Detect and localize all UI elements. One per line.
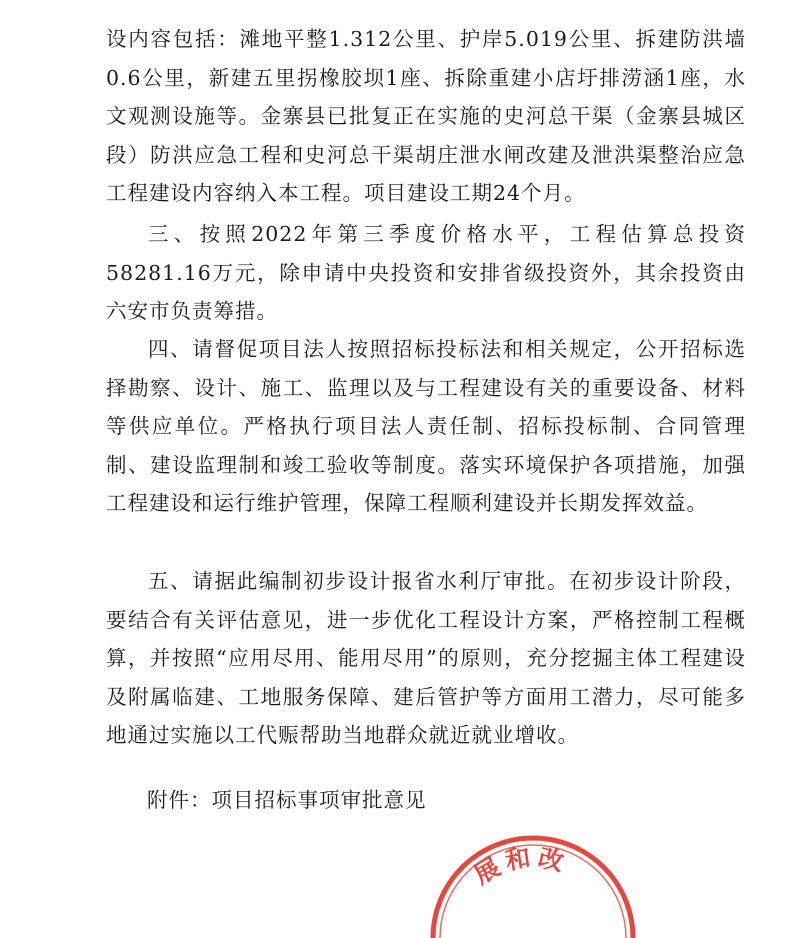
seal-text: 展和改 xyxy=(468,842,572,890)
official-seal-stamp xyxy=(418,818,648,938)
paragraph-project-content: 设内容包括：滩地平整1.312公里、护岸5.019公里、拆建防洪墙0.6公里，新建五里拐橡胶坝1座、拆除重建小店圩排涝涵1座，水文观测设施等。金寨县已批复正在实施的史河总干渠（金寨县城区段）防洪应急工程和史河总干渠胡庄泄水闸改建及泄洪渠整治应急工程建设内容纳入本工程。项目建设工期24个月。 xyxy=(106,27,746,206)
paragraph-preliminary-design: 五、请据此编制初步设计报省水利厅审批。在初步设计阶段，要结合有关评估意见，进一步优化工程设计方案，严格控制工程概算，并按照“应用尽用、能用尽用”的原则，充分挖掘主体工程建设及附属临建、工地服务保障、建后管护等方面用工潜力，尽可能多地通过实施以工代赈帮助当地群众就近就业增收。 xyxy=(106,569,746,748)
attachment-line: 附件：项目招标事项审批意见 xyxy=(147,788,427,812)
paragraph-tendering: 四、请督促项目法人按照招标投标法和相关规定，公开招标选择勘察、设计、施工、监理以及与工程建设有关的重要设备、材料等供应单位。严格执行项目法人责任制、招标投标制、合同管理制、建设监理制和竣工验收等制度。落实环境保护各项措施，加强工程建设和运行维护管理，保障工程顺利建设并长期发挥效益。 xyxy=(106,337,746,516)
paragraph-investment: 三、按照2022年第三季度价格水平，工程估算总投资58281.16万元，除申请中央投资和安排省级投资外，其余投资由六安市负责筹措。 xyxy=(106,222,746,324)
